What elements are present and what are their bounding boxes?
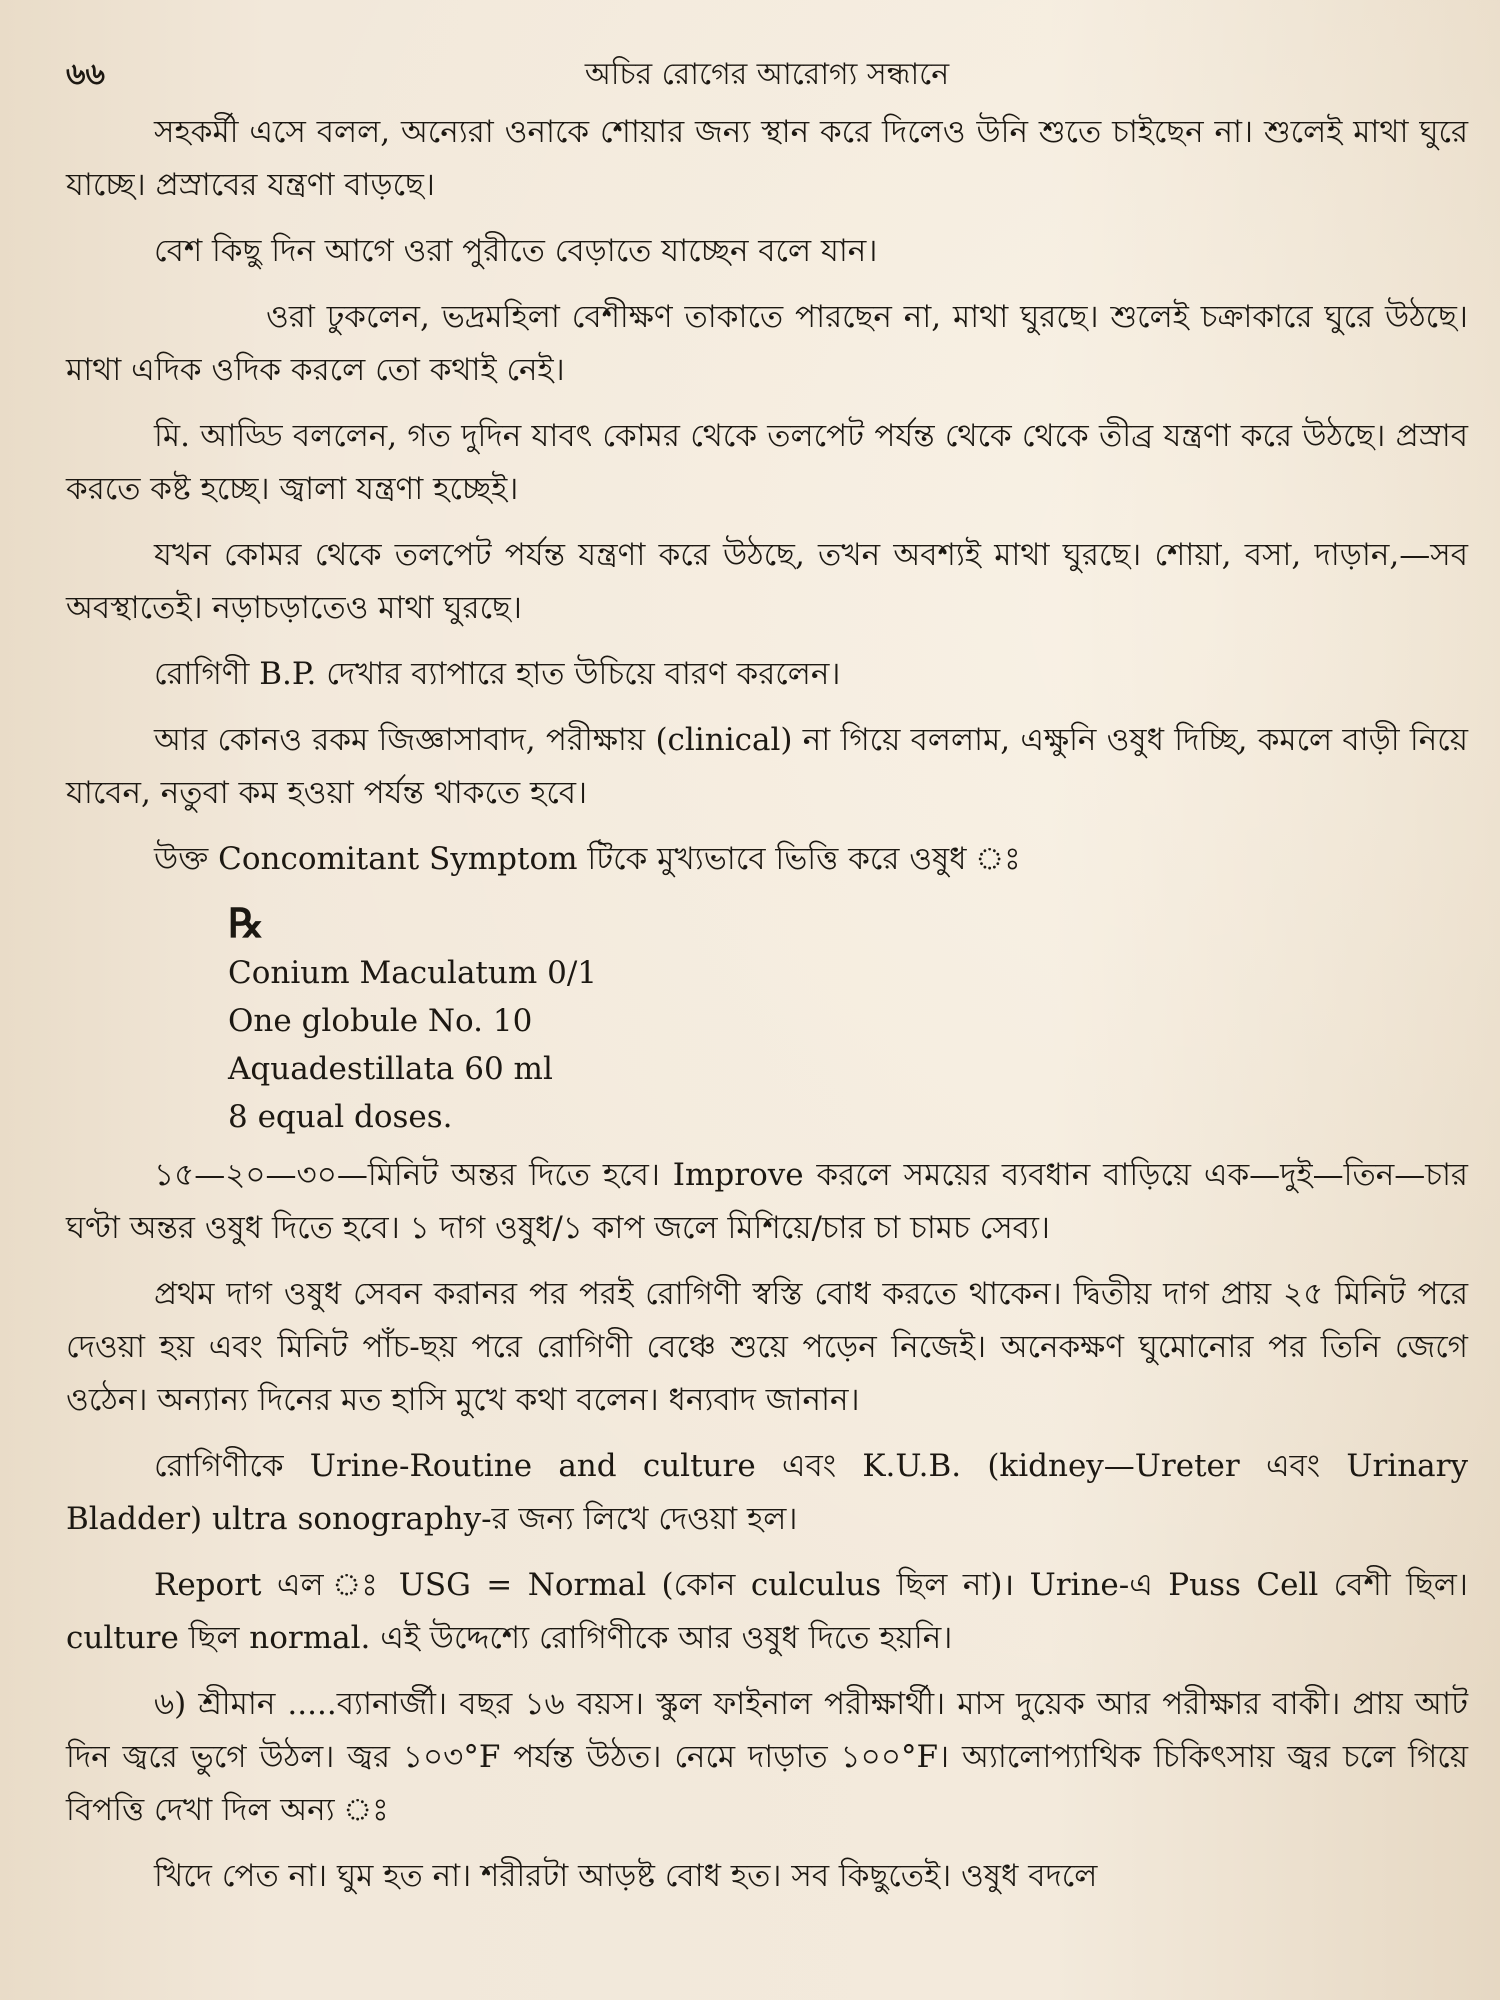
prescription-line: Conium Maculatum 0/1 — [228, 955, 597, 991]
paragraph: উক্ত Concomitant Symptom টিকে মুখ্যভাবে ভিত্তি করে ওষুধ ঃ — [154, 841, 1021, 877]
running-title: অচির রোগের আরোগ্য সন্ধানে — [584, 57, 950, 92]
page-header — [66, 50, 1468, 96]
paragraph: Report এল ঃ USG = Normal (কোন culculus ছিল না)। Urine-এ Puss Cell বেশী ছিল। culture ছিল normal. এই উদ্দেশ্যে রোগিণীকে আর ওষুধ দিতে হয়নি। — [66, 1567, 1468, 1656]
paragraph: যখন কোমর থেকে তলপেট পর্যন্ত যন্ত্রণা করে উঠছে, তখন অবশ্যই মাথা ঘুরছে। শোয়া, বসা, দাড়ান,—সব অবস্থাতেই। নড়াচড়াতেও মাথা ঘুরছে। — [66, 537, 1468, 626]
prescription-line: 8 equal doses. — [228, 1099, 453, 1135]
body-text — [66, 106, 1468, 1903]
prescription-line: One globule No. 10 — [228, 1003, 533, 1039]
paragraph: সহকর্মী এসে বলল, অন্যেরা ওনাকে শোয়ার জন্য স্থান করে দিলেও উনি শুতে চাইছেন না। শুলেই মাথা ঘুরে যাচ্ছে। প্রস্রাবের যন্ত্রণা বাড়ছে। — [66, 114, 1468, 203]
paragraph: খিদে পেত না। ঘুম হত না। শরীরটা আড়ষ্ট বোধ হত। সব কিছুতেই। ওষুধ বদলে — [154, 1858, 1098, 1894]
paragraph: প্রথম দাগ ওষুধ সেবন করানর পর পরই রোগিণী স্বস্তি বোধ করতে থাকেন। দ্বিতীয় দাগ প্রায় ২৫ মিনিট পরে দেওয়া হয় এবং মিনিট পাঁচ-ছয় পরে রোগিণী বেঞ্চে শুয়ে পড়েন নিজেই। অনেকক্ষণ ঘুমোনোর পর তিনি জেগে ওঠেন। অন্যান্য দিনের মত হাসি মুখে কথা বলেন। ধন্যবাদ জানান। — [66, 1276, 1468, 1418]
page-number: ৬৬ — [66, 57, 106, 92]
paragraph: রোগিণী B.P. দেখার ব্যাপারে হাত উচিয়ে বারণ করলেন। — [154, 656, 841, 692]
paragraph: ১৫—২০—৩০—মিনিট অন্তর দিতে হবে। Improve করলে সময়ের ব্যবধান বাড়িয়ে এক—দুই—তিন—চার ঘণ্টা অন্তর ওষুধ দিতে হবে। ১ দাগ ওষুধ/১ কাপ জলে মিশিয়ে/চার চা চামচ সেব্য। — [66, 1157, 1468, 1246]
prescription-line: Aquadestillata 60 ml — [228, 1051, 553, 1087]
paragraph: রোগিণীকে Urine-Routine and culture এবং K.U.B. (kidney—Ureter এবং Urinary Bladder) ultra sonography-র জন্য লিখে দেওয়া হল। — [66, 1448, 1468, 1537]
paragraph: ৬) শ্রীমান .....ব্যানার্জী। বছর ১৬ বয়স। স্কুল ফাইনাল পরীক্ষার্থী। মাস দুয়েক আর পরীক্ষার বাকী। প্রায় আট দিন জ্বরে ভুগে উঠল। জ্বর ১০৩°F পর্যন্ত উঠত। নেমে দাড়াত ১০০°F। অ্যালোপ্যাথিক চিকিৎসায় জ্বর চলে গিয়ে বিপত্তি দেখা দিল অন্য ঃ — [66, 1686, 1468, 1828]
paragraph: ওরা ঢুকলেন, ভদ্রমহিলা বেশীক্ষণ তাকাতে পারছেন না, মাথা ঘুরছে। শুলেই চক্রাকারে ঘুরে উঠছে। মাথা এদিক ওদিক করলে তো কথাই নেই। — [66, 299, 1468, 388]
paragraph: আর কোনও রকম জিজ্ঞাসাবাদ, পরীক্ষায় (clinical) না গিয়ে বললাম, এক্ষুনি ওষুধ দিচ্ছি, কমলে বাড়ী নিয়ে যাবেন, নতুবা কম হওয়া পর্যন্ত থাকতে হবে। — [66, 722, 1468, 811]
paragraph: বেশ কিছু দিন আগে ওরা পুরীতে বেড়াতে যাচ্ছেন বলে যান। — [154, 233, 878, 269]
paragraph: মি. আড্ডি বললেন, গত দুদিন যাবৎ কোমর থেকে তলপেট পর্যন্ত থেকে থেকে তীব্র যন্ত্রণা করে উঠছে। প্রস্রাব করতে কষ্ট হচ্ছে। জ্বালা যন্ত্রণা হচ্ছেই। — [66, 418, 1468, 507]
rx-symbol-icon: ℞ — [228, 900, 264, 947]
prescription-block — [228, 899, 1468, 1141]
